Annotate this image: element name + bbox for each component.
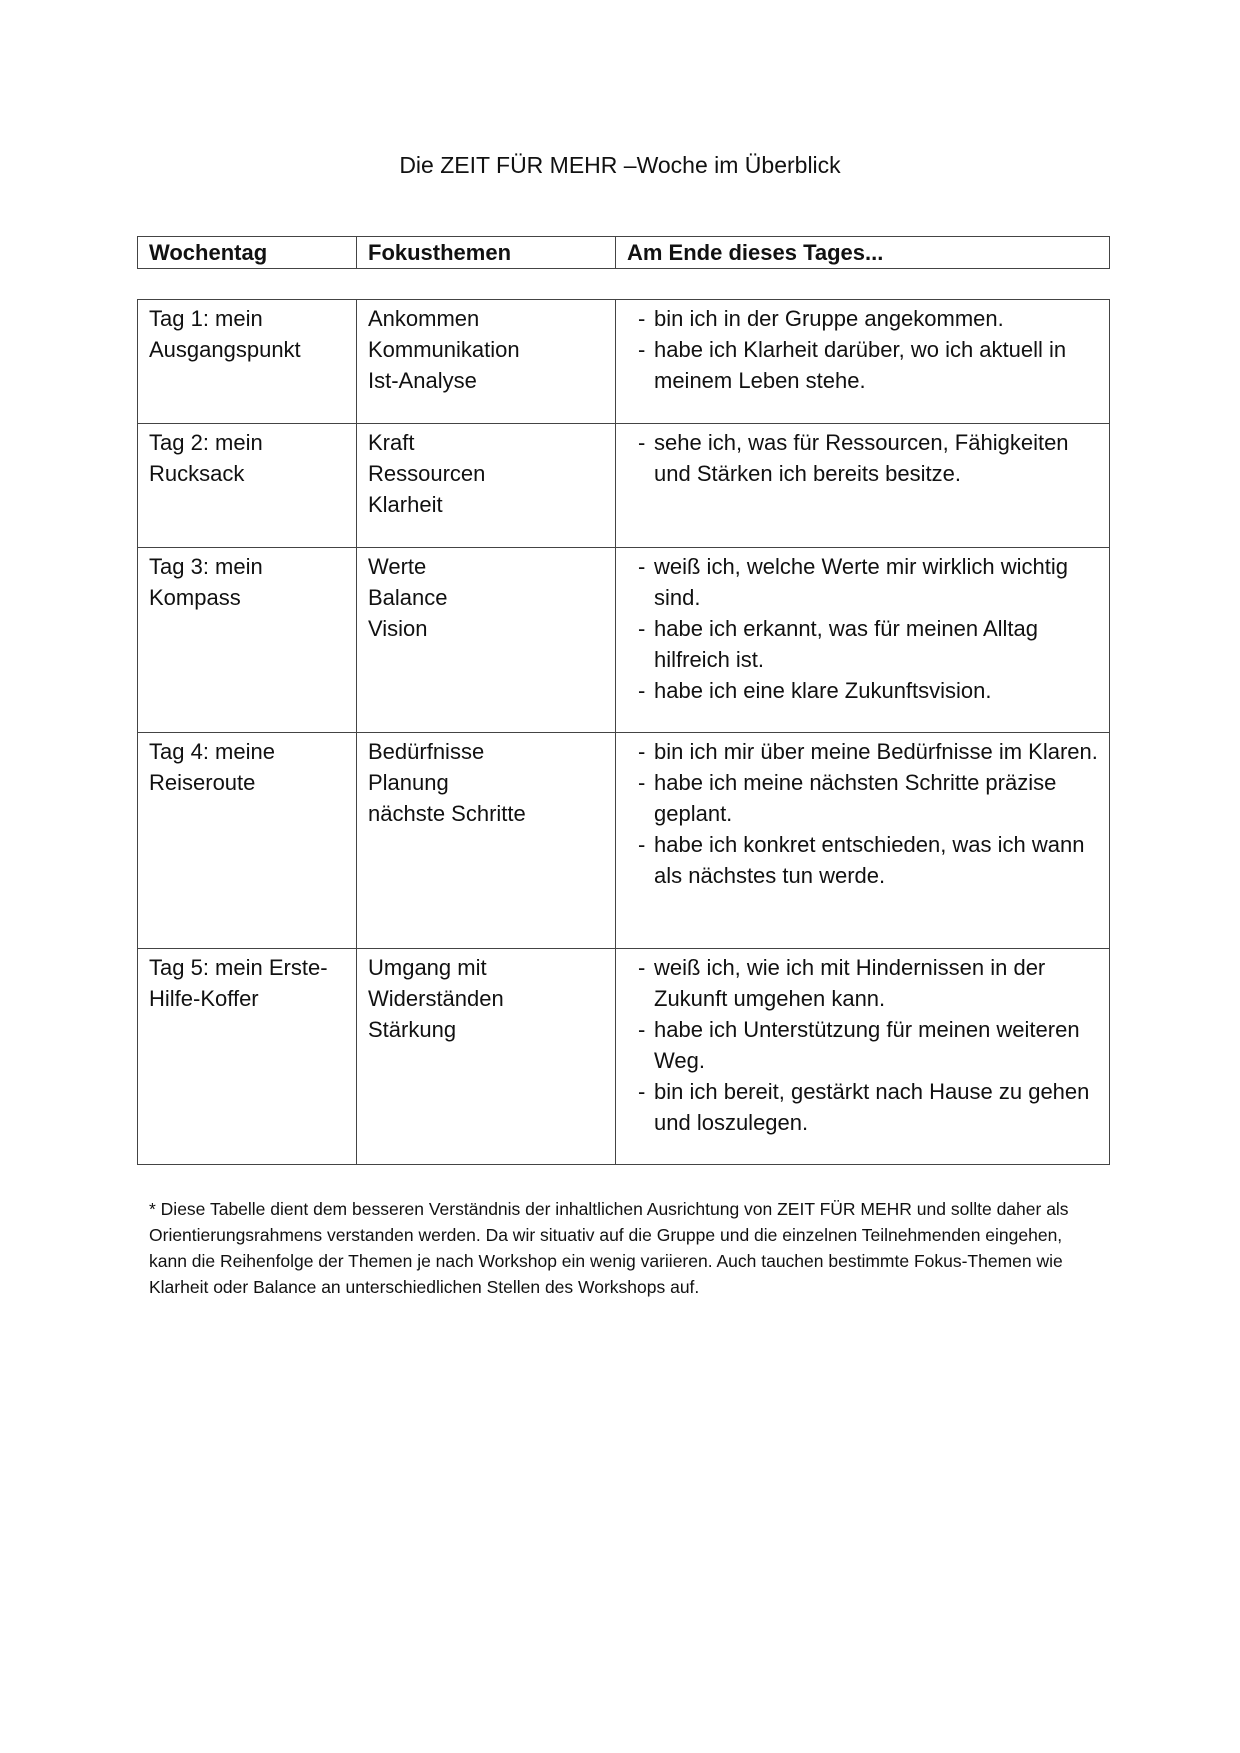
outcome-cell bbox=[616, 300, 1110, 424]
topic: nächste Schritte bbox=[368, 801, 526, 826]
topic: Ankommen bbox=[368, 306, 480, 331]
header-weekday: Wochentag bbox=[138, 237, 357, 269]
outcome-cell bbox=[616, 548, 1110, 733]
outcome-item: - habe ich erkannt, was für meinen Alltag hilfreich ist. bbox=[638, 613, 1099, 675]
topics-cell bbox=[357, 424, 616, 548]
topic: Bedürfnisse bbox=[368, 739, 485, 764]
topic: Vision bbox=[368, 616, 428, 641]
schedule-table bbox=[137, 299, 1110, 1165]
table-row bbox=[138, 300, 1110, 424]
topic: Planung bbox=[368, 770, 449, 795]
outcome-list bbox=[627, 427, 1099, 489]
outcome-item: - habe ich meine nächsten Schritte präzise geplant. bbox=[638, 767, 1099, 829]
outcome-list bbox=[627, 952, 1099, 1138]
page-title: Die ZEIT FÜR MEHR –Woche im Überblick bbox=[399, 152, 841, 178]
topic: Kommunikation bbox=[368, 337, 520, 362]
header-outcome: Am Ende dieses Tages... bbox=[616, 237, 1110, 269]
topic: Stärkung bbox=[368, 1017, 457, 1042]
outcome-cell bbox=[616, 733, 1110, 949]
header-focus-topics: Fokusthemen bbox=[357, 237, 616, 269]
outcome-list bbox=[627, 303, 1099, 396]
outcome-item: - habe ich eine klare Zukunftsvision. bbox=[638, 675, 1099, 706]
outcome-item: - habe ich Klarheit darüber, wo ich aktuell in meinem Leben stehe. bbox=[638, 334, 1099, 396]
outcome-item: - weiß ich, welche Werte mir wirklich wichtig sind. bbox=[638, 551, 1099, 613]
topic: Ressourcen bbox=[368, 461, 486, 486]
topic: Ist-Analyse bbox=[368, 368, 477, 393]
topics-cell bbox=[357, 733, 616, 949]
outcome-list bbox=[627, 551, 1099, 706]
topic: Balance bbox=[368, 585, 448, 610]
outcome-cell bbox=[616, 424, 1110, 548]
day-cell: Tag 2: mein Rucksack bbox=[138, 424, 357, 548]
outcome-list bbox=[627, 736, 1099, 891]
topic: Kraft bbox=[368, 430, 415, 455]
outcome-item: - habe ich Unterstützung für meinen weiteren Weg. bbox=[638, 1014, 1099, 1076]
topics-cell bbox=[357, 300, 616, 424]
outcome-item: - habe ich konkret entschieden, was ich wann als nächstes tun werde. bbox=[638, 829, 1099, 891]
day-cell: Tag 4: meine Reiseroute bbox=[138, 733, 357, 949]
outcome-item: - bin ich in der Gruppe angekommen. bbox=[638, 303, 1099, 334]
outcome-item: - bin ich bereit, gestärkt nach Hause zu gehen und loszulegen. bbox=[638, 1076, 1099, 1138]
day-cell: Tag 3: mein Kompass bbox=[138, 548, 357, 733]
outcome-item: - weiß ich, wie ich mit Hindernissen in der Zukunft umgehen kann. bbox=[638, 952, 1099, 1014]
topic: Klarheit bbox=[368, 492, 443, 517]
topic: Umgang mit Widerständen bbox=[368, 955, 504, 1011]
topics-cell bbox=[357, 949, 616, 1165]
outcome-item: - bin ich mir über meine Bedürfnisse im Klaren. bbox=[638, 736, 1099, 767]
day-cell: Tag 1: mein Ausgangspunkt bbox=[138, 300, 357, 424]
table-row bbox=[138, 424, 1110, 548]
table-row bbox=[138, 949, 1110, 1165]
header-row bbox=[138, 237, 1110, 269]
table-row bbox=[138, 548, 1110, 733]
day-cell: Tag 5: mein Erste-Hilfe-Koffer bbox=[138, 949, 357, 1165]
topic: Werte bbox=[368, 554, 427, 579]
outcome-cell bbox=[616, 949, 1110, 1165]
table-row bbox=[138, 733, 1110, 949]
topics-cell bbox=[357, 548, 616, 733]
footnote: * Diese Tabelle dient dem besseren Verständnis der inhaltlichen Ausrichtung von ZEIT FÜR MEHR und sollte daher als Orientierungsrahmens verstanden werden. Da wir situativ auf die Gruppe und die einzelnen Teilnehmenden eingehen, kann die Reihenfolge der Themen je nach Workshop ein wenig variieren. Auch tauchen bestimmte Fokus-Themen wie Klarheit oder Balance an unterschiedlichen Stellen des Workshops auf. bbox=[149, 1199, 1069, 1297]
header-table bbox=[137, 236, 1110, 269]
outcome-item: - sehe ich, was für Ressourcen, Fähigkeiten und Stärken ich bereits besitze. bbox=[638, 427, 1099, 489]
